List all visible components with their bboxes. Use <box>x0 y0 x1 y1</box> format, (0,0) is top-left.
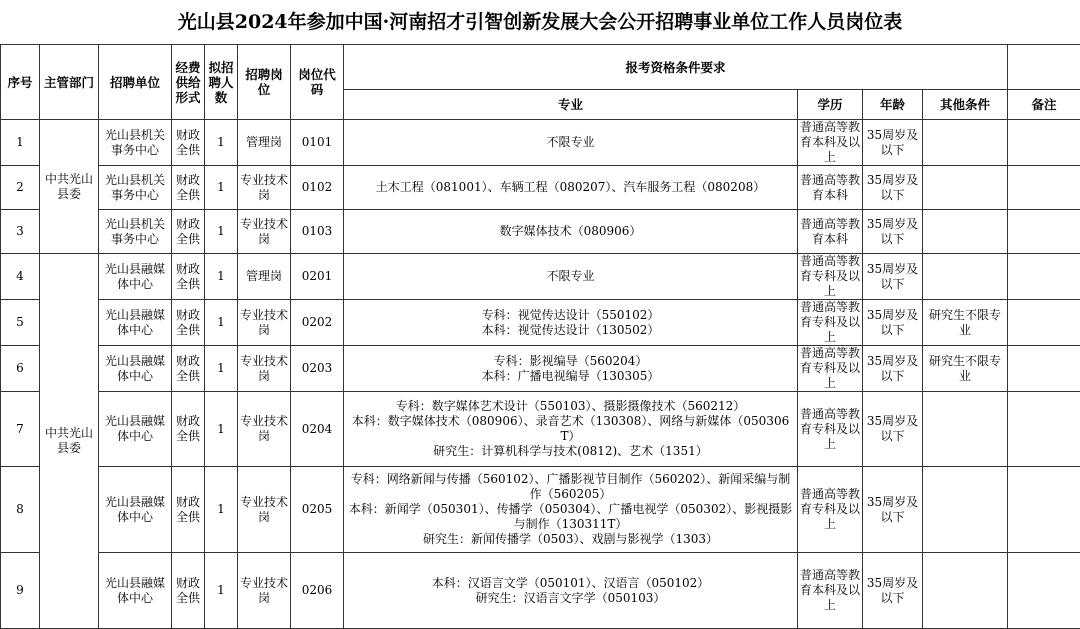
header-post: 招聘岗位 <box>238 45 291 120</box>
cell-seq: 1 <box>1 120 40 166</box>
document-title: 光山县2024年参加中国·河南招才引智创新发展大会公开招聘事业单位工作人员岗位表 <box>0 0 1080 44</box>
table-row <box>1 300 1080 346</box>
cell-unit: 光山县融媒体中心 <box>99 346 172 392</box>
major-line: 研究生：计算机科学与技术(0812)、艺术（1351） <box>346 444 795 459</box>
cell-remark <box>1008 392 1080 467</box>
cell-other <box>923 254 1008 300</box>
cell-seq: 2 <box>1 166 40 210</box>
cell-age: 35周岁及以下 <box>863 210 923 254</box>
cell-count: 1 <box>205 346 238 392</box>
cell-other: 研究生不限专业 <box>923 300 1008 346</box>
table-row <box>1 392 1080 467</box>
cell-unit: 光山县融媒体中心 <box>99 300 172 346</box>
cell-remark <box>1008 120 1080 166</box>
major-line: 不限专业 <box>346 135 795 150</box>
table-row <box>1 346 1080 392</box>
cell-major <box>344 392 798 467</box>
header-other: 其他条件 <box>923 90 1008 120</box>
cell-post: 专业技术岗 <box>238 300 291 346</box>
cell-funding: 财政全供 <box>172 166 205 210</box>
cell-code: 0202 <box>291 300 344 346</box>
cell-age: 35周岁及以下 <box>863 120 923 166</box>
cell-other <box>923 553 1008 629</box>
cell-unit: 光山县融媒体中心 <box>99 254 172 300</box>
major-line: 本科：视觉传达设计（130502） <box>346 323 795 338</box>
cell-remark <box>1008 254 1080 300</box>
cell-major <box>344 467 798 553</box>
cell-funding: 财政全供 <box>172 346 205 392</box>
cell-other <box>923 467 1008 553</box>
table-row <box>1 210 1080 254</box>
cell-code: 0204 <box>291 392 344 467</box>
cell-code: 0205 <box>291 467 344 553</box>
cell-post: 管理岗 <box>238 120 291 166</box>
cell-age: 35周岁及以下 <box>863 467 923 553</box>
cell-edu: 普通高等教育专科及以上 <box>798 300 863 346</box>
cell-post: 专业技术岗 <box>238 392 291 467</box>
cell-dept: 中共光山县委 <box>40 120 99 254</box>
cell-age: 35周岁及以下 <box>863 254 923 300</box>
cell-edu: 普通高等教育专科及以上 <box>798 392 863 467</box>
cell-funding: 财政全供 <box>172 392 205 467</box>
header-unit: 招聘单位 <box>99 45 172 120</box>
cell-remark <box>1008 166 1080 210</box>
cell-major <box>344 346 798 392</box>
major-line: 数字媒体技术（080906） <box>346 224 795 239</box>
cell-edu: 普通高等教育本科 <box>798 210 863 254</box>
cell-code: 0201 <box>291 254 344 300</box>
table-row <box>1 120 1080 166</box>
major-line: 专科：网络新闻与传播（560102）、广播影视节目制作（560202）、新闻采编与制作（560205） <box>346 472 795 502</box>
cell-funding: 财政全供 <box>172 553 205 629</box>
major-line: 本科：新闻学（050301）、传播学（050304）、广播电视学（050302）、影视摄影与制作（130311T） <box>346 502 795 532</box>
cell-seq: 3 <box>1 210 40 254</box>
cell-seq: 7 <box>1 392 40 467</box>
cell-major <box>344 553 798 629</box>
header-row-1 <box>1 45 1080 90</box>
cell-unit: 光山县机关事务中心 <box>99 120 172 166</box>
cell-other <box>923 210 1008 254</box>
major-line: 本科：数字媒体技术（080906）、录音艺术（130308）、网络与新媒体（050306T） <box>346 414 795 444</box>
cell-age: 35周岁及以下 <box>863 553 923 629</box>
cell-other <box>923 166 1008 210</box>
cell-unit: 光山县机关事务中心 <box>99 210 172 254</box>
header-remark: 备注 <box>1008 90 1080 120</box>
table-row <box>1 467 1080 553</box>
cell-major <box>344 254 798 300</box>
cell-other: 研究生不限专业 <box>923 346 1008 392</box>
table-row <box>1 254 1080 300</box>
cell-dept: 中共光山县委 <box>40 254 99 629</box>
cell-code: 0203 <box>291 346 344 392</box>
header-age: 年龄 <box>863 90 923 120</box>
header-dept: 主管部门 <box>40 45 99 120</box>
header-major: 专业 <box>344 90 798 120</box>
cell-unit: 光山县融媒体中心 <box>99 553 172 629</box>
cell-edu: 普通高等教育本科及以上 <box>798 553 863 629</box>
major-line: 本科：广播电视编导（130305） <box>346 369 795 384</box>
cell-seq: 5 <box>1 300 40 346</box>
header-seq: 序号 <box>1 45 40 120</box>
cell-post: 专业技术岗 <box>238 166 291 210</box>
cell-funding: 财政全供 <box>172 210 205 254</box>
header-code: 岗位代码 <box>291 45 344 120</box>
cell-post: 专业技术岗 <box>238 553 291 629</box>
header-edu: 学历 <box>798 90 863 120</box>
cell-count: 1 <box>205 166 238 210</box>
cell-unit: 光山县机关事务中心 <box>99 166 172 210</box>
cell-remark <box>1008 553 1080 629</box>
header-requirements: 报考资格条件要求 <box>344 45 1008 90</box>
cell-edu: 普通高等教育专科及以上 <box>798 346 863 392</box>
cell-count: 1 <box>205 467 238 553</box>
cell-code: 0103 <box>291 210 344 254</box>
header-count: 拟招聘人数 <box>205 45 238 120</box>
cell-major <box>344 210 798 254</box>
cell-remark <box>1008 210 1080 254</box>
major-line: 专科：数字媒体艺术设计（550103）、摄影摄像技术（560212） <box>346 399 795 414</box>
cell-funding: 财政全供 <box>172 120 205 166</box>
cell-age: 35周岁及以下 <box>863 300 923 346</box>
cell-count: 1 <box>205 392 238 467</box>
cell-seq: 4 <box>1 254 40 300</box>
header-funding: 经费供给形式 <box>172 45 205 120</box>
header-blank <box>1008 45 1080 90</box>
positions-table <box>0 44 1080 629</box>
cell-edu: 普通高等教育专科及以上 <box>798 467 863 553</box>
cell-post: 专业技术岗 <box>238 346 291 392</box>
cell-major <box>344 166 798 210</box>
cell-seq: 9 <box>1 553 40 629</box>
cell-other <box>923 120 1008 166</box>
cell-funding: 财政全供 <box>172 254 205 300</box>
cell-seq: 6 <box>1 346 40 392</box>
major-line: 专科：影视编导（560204） <box>346 354 795 369</box>
cell-seq: 8 <box>1 467 40 553</box>
cell-code: 0102 <box>291 166 344 210</box>
major-line: 不限专业 <box>346 269 795 284</box>
cell-post: 管理岗 <box>238 254 291 300</box>
major-line: 本科：汉语言文学（050101）、汉语言（050102） <box>346 576 795 591</box>
cell-age: 35周岁及以下 <box>863 166 923 210</box>
cell-count: 1 <box>205 254 238 300</box>
cell-unit: 光山县融媒体中心 <box>99 467 172 553</box>
table-row <box>1 553 1080 629</box>
cell-post: 专业技术岗 <box>238 467 291 553</box>
cell-code: 0206 <box>291 553 344 629</box>
cell-other <box>923 392 1008 467</box>
cell-age: 35周岁及以下 <box>863 346 923 392</box>
cell-code: 0101 <box>291 120 344 166</box>
major-line: 专科：视觉传达设计（550102） <box>346 308 795 323</box>
major-line: 研究生：新闻传播学（0503）、戏剧与影视学（1303） <box>346 532 795 547</box>
cell-remark <box>1008 467 1080 553</box>
table-row <box>1 166 1080 210</box>
cell-count: 1 <box>205 210 238 254</box>
cell-post: 专业技术岗 <box>238 210 291 254</box>
cell-funding: 财政全供 <box>172 300 205 346</box>
cell-funding: 财政全供 <box>172 467 205 553</box>
cell-count: 1 <box>205 300 238 346</box>
cell-major <box>344 300 798 346</box>
cell-major <box>344 120 798 166</box>
cell-count: 1 <box>205 553 238 629</box>
cell-remark <box>1008 346 1080 392</box>
cell-unit: 光山县融媒体中心 <box>99 392 172 467</box>
cell-count: 1 <box>205 120 238 166</box>
cell-edu: 普通高等教育本科 <box>798 166 863 210</box>
major-line: 土木工程（081001）、车辆工程（080207）、汽车服务工程（080208） <box>346 180 795 195</box>
cell-edu: 普通高等教育本科及以上 <box>798 120 863 166</box>
cell-remark <box>1008 300 1080 346</box>
major-line: 研究生：汉语言文字学（050103） <box>346 591 795 606</box>
cell-age: 35周岁及以下 <box>863 392 923 467</box>
cell-edu: 普通高等教育专科及以上 <box>798 254 863 300</box>
